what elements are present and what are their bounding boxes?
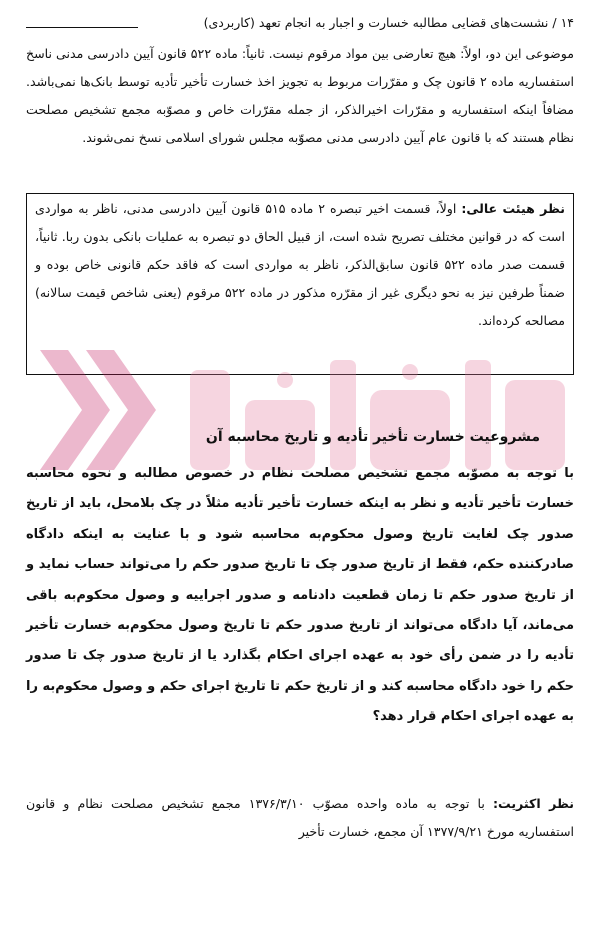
question-paragraph: با توجه به مصوّبه مجمع تشخیص مصلحت نظام در خصوص مطالبه و نحوه محاسبه خسارت تأخیر تأدیه و نظر به اینکه خسارت تأخیر تأدیه مثلاً در چک بلامحل، باید از تاریخ صدور چک لغایت تاریخ وصول محکوم‌به محاسبه شود و با عنایت به اینکه دادگاه صادرکننده حکم، فقط از تاریخ صدور چک تا تاریخ صدور حکم را می‌تواند حساب نماید و از تاریخ صدور حکم تا زمان قطعیت دادنامه و صدور اجراییه و وصول محکوم‌به باقی می‌ماند، آیا دادگاه می‌تواند از تاریخ صدور حکم تا تاریخ وصول محکوم‌به خسارت تأخیر تأدیه را در ضمن رأی خود به عهده اجرای احکام بگذارد یا از تاریخ صدور چک تا صدور حکم را خود دادگاه محاسبه کند و از تاریخ حکم تا تاریخ اجرای حکم و وصول محکوم‌به را به عهده اجرای احکام قرار دهد؟: [26, 466, 574, 725]
majority-opinion: [26, 790, 574, 846]
board-opinion-text: اولاً، قسمت اخیر تبصره ۲ ماده ۵۱۵ قانون آیین دادرسی مدنی، ناظر به مواردی است که در قوانین مختلف تصریح شده است، از قبیل الحاق دو تبصره به عملیات بانکی بدون ربا. ثانیاً، قسمت صدر ماده ۵۲۲ قانون سابق‌الذکر، ناظر به مواردی است که فاقد حکم قانونی خاص بوده و ضمناً طرفین نیز به نحو دیگری غیر از مقرّره مذکور در ماده ۵۲۲ مرقوم (یعنی شاخص قیمت سالانه) مصالحه کرده‌اند.: [35, 201, 565, 328]
section-heading: مشروعیت خسارت تأخیر تأدیه و تاریخ محاسبه آن: [205, 429, 540, 445]
paragraph-continuation: موضوعی این دو، اولاً: هیچ تعارضی بین مواد مرقوم نیست. ثانیاً: ماده ۵۲۲ قانون آیین دادرسی مدنی ناسخ استفساریه ماده ۲ قانون چک و مقرّرات مربوط به تجویز اخذ خسارت تأخیر تأدیه توسط بانک‌ها نمی‌باشد. مضافاً اینکه استفساریه و مقرّرات اخیرالذکر، از جمله مقرّرات خاص و مصوّبه مجمع تشخیص مصلحت نظام هستند که با قانون عام آیین دادرسی مدنی مصوّبه مجلس شورای اسلامی نسخ نمی‌شوند.: [26, 46, 574, 145]
majority-opinion-text: با توجه به ماده واحده مصوّب ۱۳۷۶/۳/۱۰ مجمع تشخیص مصلحت نظام و قانون استفساریه مورخ ۱۳۷۷/۹/۲۱ آن مجمع، خسارت تأخیر: [26, 796, 574, 839]
majority-opinion-label: نظر اکثریت:: [492, 796, 575, 811]
board-opinion-box: [26, 193, 574, 375]
header-title: ۱۴ / نشست‌های قضایی مطالبه خسارت و اجبار به انجام تعهد (کاربردی): [203, 15, 574, 30]
watermark-letterforms: [190, 360, 565, 470]
header-rule: [26, 27, 138, 28]
running-header: [26, 10, 574, 36]
board-opinion-label: نظر هیئت عالی:: [461, 201, 565, 216]
